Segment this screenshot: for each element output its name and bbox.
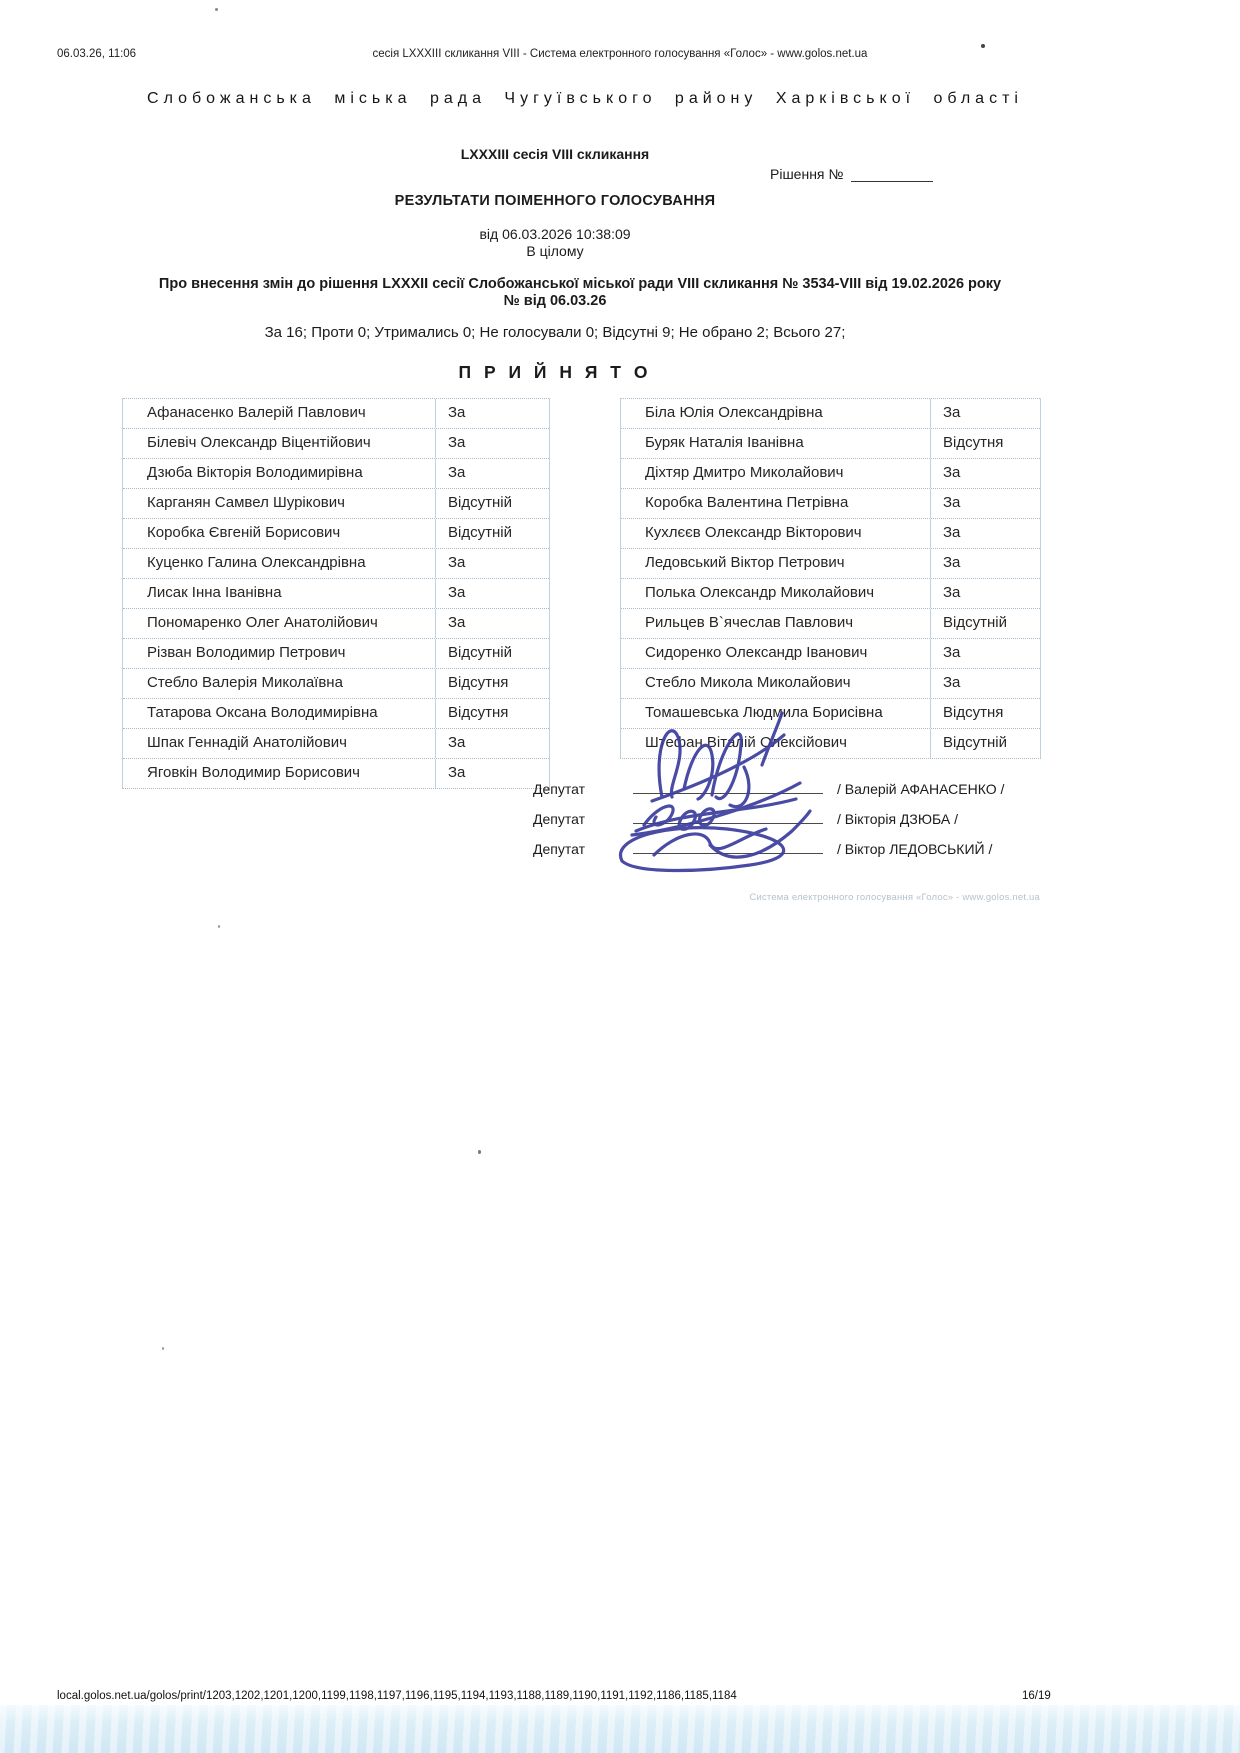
- signature-block: [533, 770, 1004, 860]
- vote-value: Відсутній: [435, 639, 549, 668]
- table-row: [621, 428, 1040, 458]
- vote-value: За: [930, 549, 1040, 578]
- scan-speck: [162, 1347, 164, 1350]
- vote-datetime: від 06.03.2026 10:38:09: [479, 226, 631, 242]
- deputy-name: Коробка Євгеній Борисович: [147, 524, 341, 541]
- deputy-name: Ледовський Віктор Петрович: [645, 554, 845, 571]
- signature-line: [633, 783, 823, 794]
- deputy-name: Штефан Віталій Олексійович: [645, 734, 847, 751]
- vote-value: Відсутній: [435, 519, 549, 548]
- vote-value: За: [930, 579, 1040, 608]
- deputy-name: Біла Юлія Олександрівна: [645, 404, 823, 421]
- table-row: [123, 758, 549, 788]
- signer-name: / Вікторія ДЗЮБА /: [837, 811, 958, 827]
- signature-role-label: Депутат: [533, 811, 585, 827]
- vote-scope: В цілому: [526, 243, 584, 259]
- scan-edge-band: [0, 1705, 1240, 1753]
- signature-role-label: Депутат: [533, 781, 585, 797]
- vote-value: За: [930, 639, 1040, 668]
- vote-value: Відсутня: [930, 699, 1040, 728]
- decision-number-blank-line: [851, 167, 933, 182]
- print-header-title: сесія LXXXIII скликання VIII - Система електронного голосування «Голос» - www.golos.net.ua: [372, 48, 868, 60]
- deputy-name: Буряк Наталія Іванівна: [645, 434, 804, 451]
- vote-value: Відсутня: [930, 429, 1040, 458]
- deputy-name: Лисак Інна Іванівна: [147, 584, 282, 601]
- deputy-name: Білевіч Олександр Віцентійович: [147, 434, 371, 451]
- deputy-name: Шпак Геннадій Анатолійович: [147, 734, 347, 751]
- footer-page-indicator: 16/19: [1022, 1690, 1051, 1702]
- vote-value: Відсутня: [435, 669, 549, 698]
- table-row: [123, 668, 549, 698]
- deputy-name: Коробка Валентина Петрівна: [645, 494, 849, 511]
- deputy-name: Сидоренко Олександр Іванович: [645, 644, 868, 661]
- signature-line: [633, 813, 823, 824]
- deputy-name: Яговкін Володимир Борисович: [147, 764, 360, 781]
- table-row: [123, 548, 549, 578]
- vote-value: За: [435, 579, 549, 608]
- deputy-name: Татарова Оксана Володимирівна: [147, 704, 378, 721]
- org-title: Слобожанська міська рада Чугуївського району Харківської області: [147, 90, 1023, 107]
- deputy-name: Пономаренко Олег Анатолійович: [147, 614, 378, 631]
- deputy-name: Куценко Галина Олександрівна: [147, 554, 366, 571]
- vote-value: За: [930, 399, 1040, 428]
- table-row: [621, 728, 1040, 758]
- scan-speck: [215, 8, 218, 11]
- table-row: [123, 608, 549, 638]
- vote-value: За: [435, 549, 549, 578]
- subject-line-2: № від 06.03.26: [503, 293, 607, 309]
- tally-line: За 16; Проти 0; Утримались 0; Не голосували 0; Відсутні 9; Не обрано 2; Всього 27;: [264, 324, 846, 341]
- vote-value: За: [435, 459, 549, 488]
- print-datetime: 06.03.26, 11:06: [57, 48, 137, 60]
- deputy-name: Діхтяр Дмитро Миколайович: [645, 464, 844, 481]
- table-row: [123, 728, 549, 758]
- signer-name: / Віктор ЛЕДОВСЬКИЙ /: [837, 841, 993, 857]
- deputy-name: Томашевська Людмила Борисівна: [645, 704, 883, 721]
- deputy-name: Полька Олександр Миколайович: [645, 584, 875, 601]
- footer-print-url: local.golos.net.ua/golos/print/1203,1202,1201,1200,1199,1198,1197,1196,1195,1194,1193,1188,1189,1190,1191,1192,1186,1185,1184: [57, 1690, 737, 1702]
- table-row: [621, 398, 1040, 428]
- vote-value: За: [435, 759, 549, 788]
- scan-speck: [218, 925, 220, 928]
- table-row: [123, 428, 549, 458]
- results-heading: РЕЗУЛЬТАТИ ПОІМЕННОГО ГОЛОСУВАННЯ: [394, 193, 716, 209]
- signature-row: [533, 770, 1004, 800]
- deputy-name: Афанасенко Валерій Павлович: [147, 404, 366, 421]
- deputy-name: Дзюба Вікторія Володимирівна: [147, 464, 363, 481]
- table-row: [621, 638, 1040, 668]
- table-row: [123, 488, 549, 518]
- vote-value: Відсутній: [930, 729, 1040, 758]
- vote-value: За: [930, 519, 1040, 548]
- vote-value: За: [435, 609, 549, 638]
- result-status: П Р И Й Н Я Т О: [458, 362, 652, 382]
- signature-row: [533, 830, 1004, 860]
- system-watermark: Система електронного голосування «Голос» - www.golos.net.ua: [749, 892, 1040, 903]
- deputy-name: Карганян Самвел Шурікович: [147, 494, 345, 511]
- table-row: [621, 668, 1040, 698]
- decision-number-field: [770, 166, 933, 182]
- session-line: LXXXIII сесія VIII скликання: [460, 146, 650, 162]
- vote-value: За: [435, 399, 549, 428]
- vote-value: За: [930, 459, 1040, 488]
- table-row: [621, 488, 1040, 518]
- table-row: [621, 518, 1040, 548]
- table-row: [621, 458, 1040, 488]
- signer-name: / Валерій АФАНАСЕНКО /: [837, 781, 1005, 797]
- vote-value: За: [930, 489, 1040, 518]
- vote-value: Відсутній: [435, 489, 549, 518]
- vote-value: За: [435, 729, 549, 758]
- subject-line-1: Про внесення змін до рішення LXXXII сесії Слобожанської міської ради VIII скликання № 3534-VIII від 19.02.2026 року: [158, 276, 1002, 292]
- table-row: [621, 608, 1040, 638]
- deputy-name: Кухлєєв Олександр Вікторович: [645, 524, 862, 541]
- signature-role-label: Депутат: [533, 841, 585, 857]
- table-row: [123, 698, 549, 728]
- vote-value: Відсутня: [435, 699, 549, 728]
- vote-value: За: [435, 429, 549, 458]
- deputy-name: Різван Володимир Петрович: [147, 644, 346, 661]
- vote-value: За: [930, 669, 1040, 698]
- signature-row: [533, 800, 1004, 830]
- deputy-name: Стебло Микола Миколайович: [645, 674, 851, 691]
- table-row: [123, 578, 549, 608]
- table-row: [621, 698, 1040, 728]
- vote-table-left: [122, 398, 550, 789]
- signature-line: [633, 843, 823, 854]
- table-row: [123, 398, 549, 428]
- scan-speck: [478, 1150, 481, 1154]
- scan-speck: [981, 44, 985, 48]
- vote-table-right: [620, 398, 1041, 759]
- deputy-name: Стебло Валерія Миколаївна: [147, 674, 343, 691]
- table-row: [621, 548, 1040, 578]
- decision-number-label: Рішення №: [770, 166, 844, 182]
- table-row: [123, 458, 549, 488]
- deputy-name: Рильцев В`ячеслав Павлович: [645, 614, 854, 631]
- vote-value: Відсутній: [930, 609, 1040, 638]
- table-row: [621, 578, 1040, 608]
- table-row: [123, 638, 549, 668]
- table-row: [123, 518, 549, 548]
